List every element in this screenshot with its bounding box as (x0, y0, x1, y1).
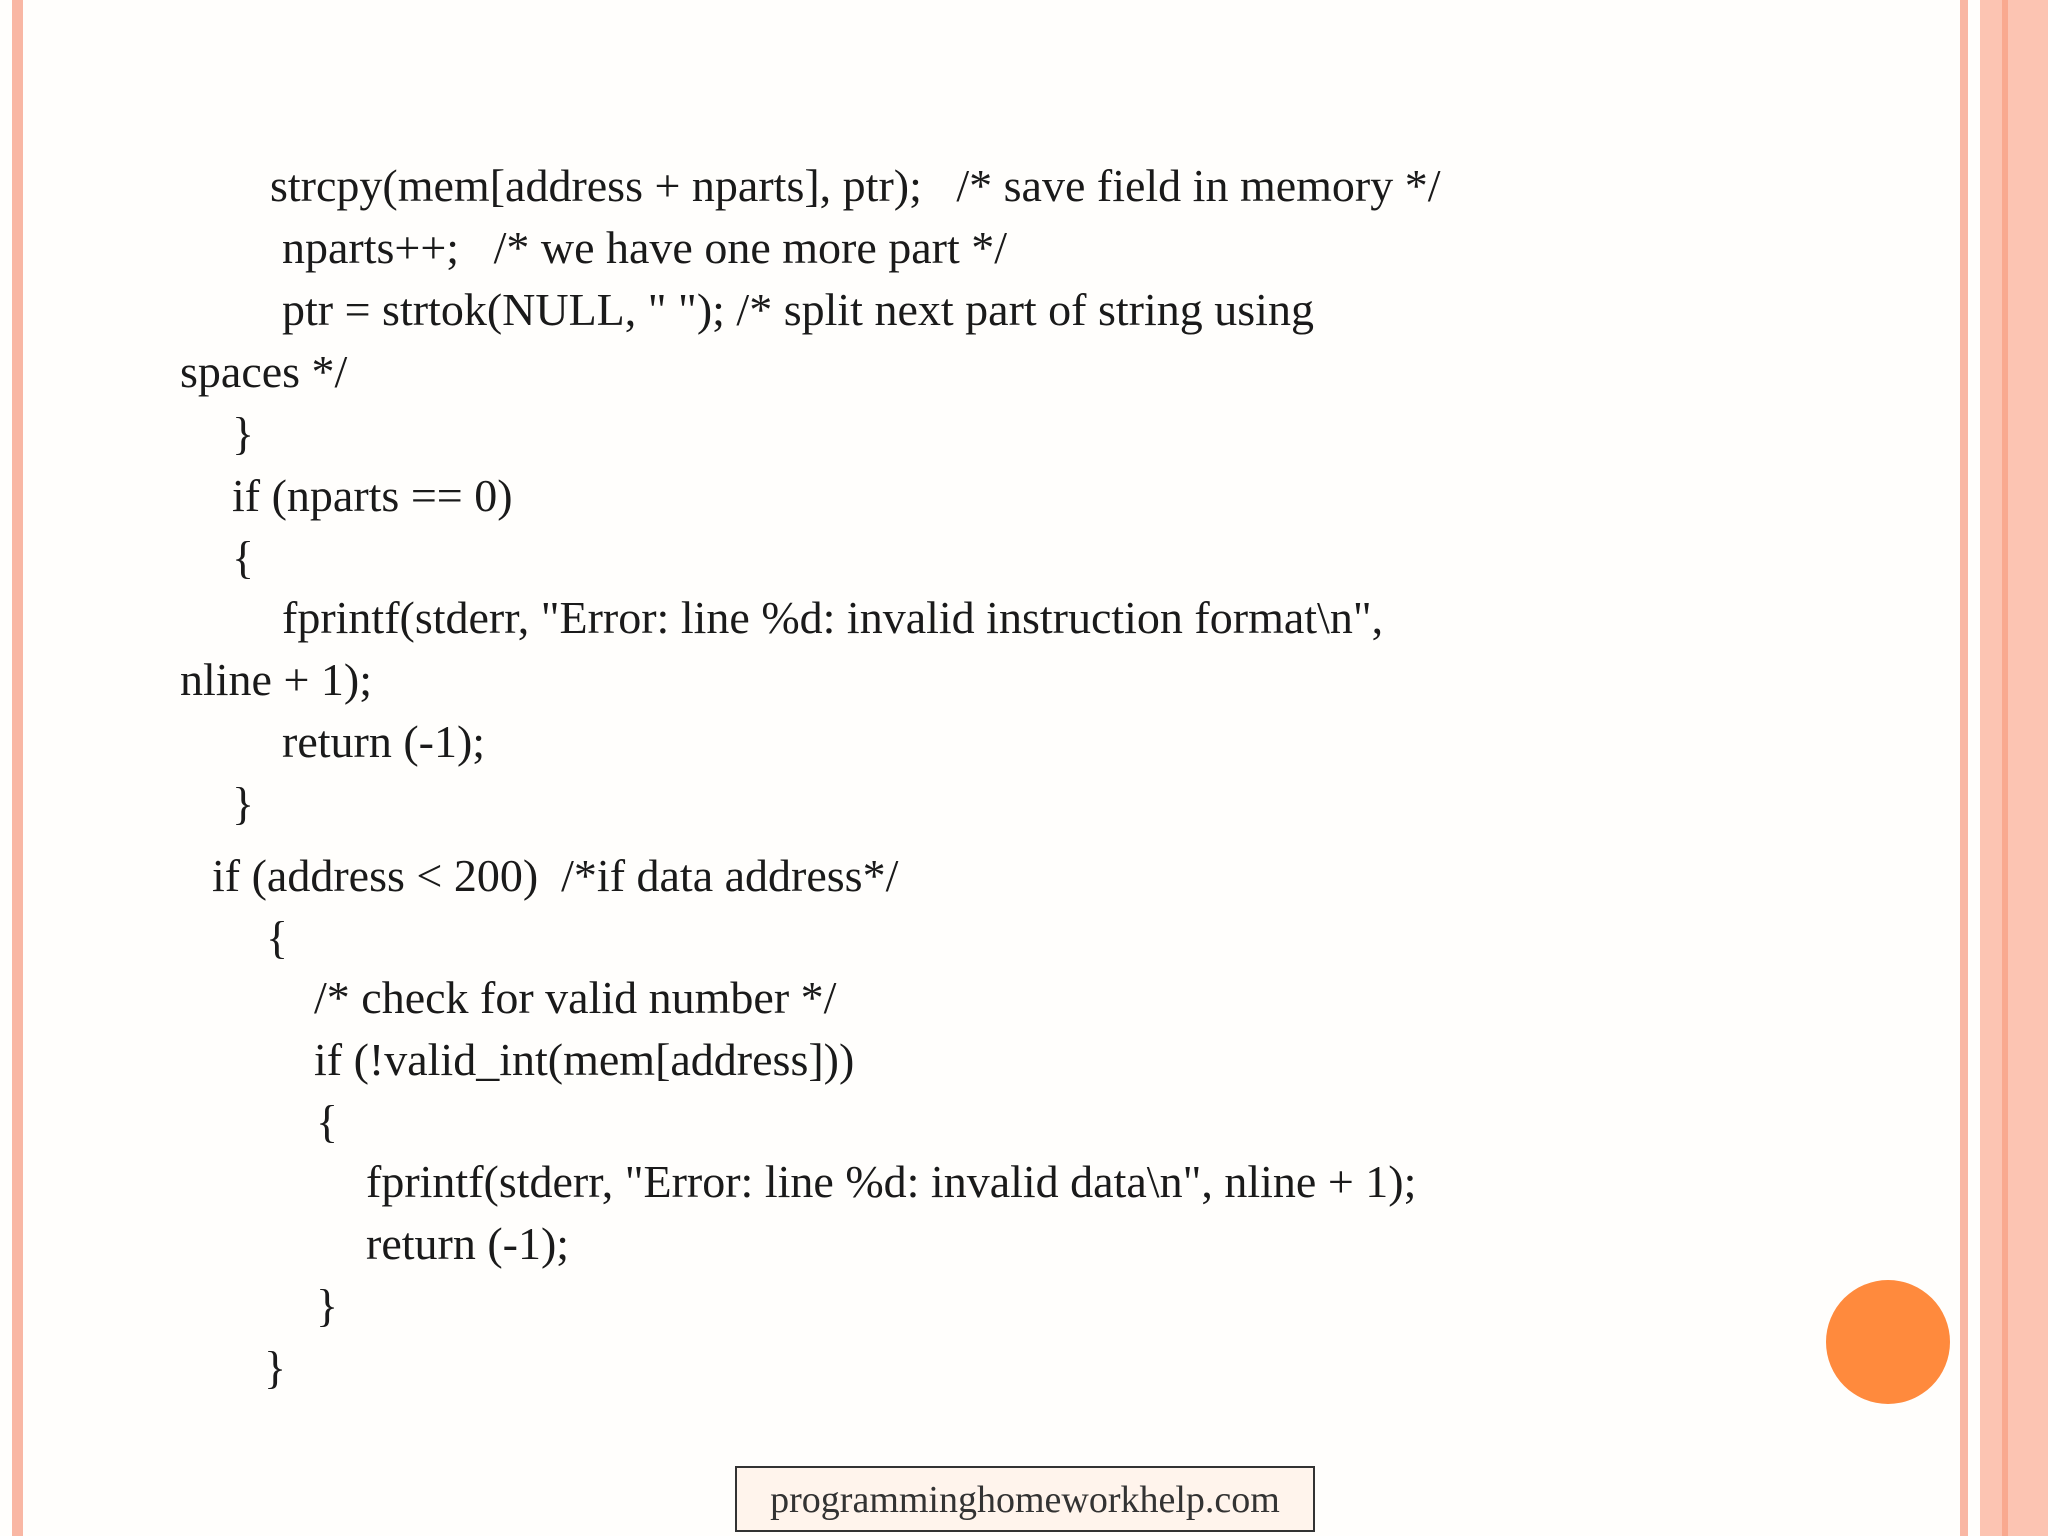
code-line: { (232, 532, 255, 583)
right-border-stripe-wide (1980, 0, 2048, 1536)
code-line: } (264, 1342, 287, 1393)
code-line: ptr = strtok(NULL, " "); /* split next part of string using (282, 284, 1314, 335)
code-line: nparts++; /* we have one more part */ (282, 222, 1008, 273)
code-line: if (!valid_int(mem[address])) (314, 1034, 855, 1085)
code-line: strcpy(mem[address + nparts], ptr); /* save field in memory */ (270, 160, 1441, 211)
code-line: } (232, 778, 255, 829)
code-line: return (-1); (366, 1218, 570, 1269)
code-line: } (316, 1280, 339, 1331)
code-line: } (232, 408, 255, 459)
code-line: { (266, 912, 289, 963)
code-line: fprintf(stderr, "Error: line %d: invalid data\n", nline + 1); (366, 1156, 1417, 1207)
code-line: if (address < 200) /*if data address*/ (212, 850, 899, 901)
right-border-stripe-inner (2002, 0, 2008, 1536)
code-line: fprintf(stderr, "Error: line %d: invalid instruction format\n", (282, 592, 1384, 643)
code-line: return (-1); (282, 716, 486, 767)
code-line: spaces */ (180, 346, 348, 397)
decorative-orange-circle (1826, 1280, 1950, 1404)
code-line: /* check for valid number */ (314, 972, 837, 1023)
code-line: { (316, 1096, 339, 1147)
right-border-stripe-thin (1960, 0, 1968, 1536)
code-line: nline + 1); (180, 654, 373, 705)
code-line: if (nparts == 0) (232, 470, 513, 521)
footer-website-label: programminghomeworkhelp.com (735, 1466, 1315, 1532)
